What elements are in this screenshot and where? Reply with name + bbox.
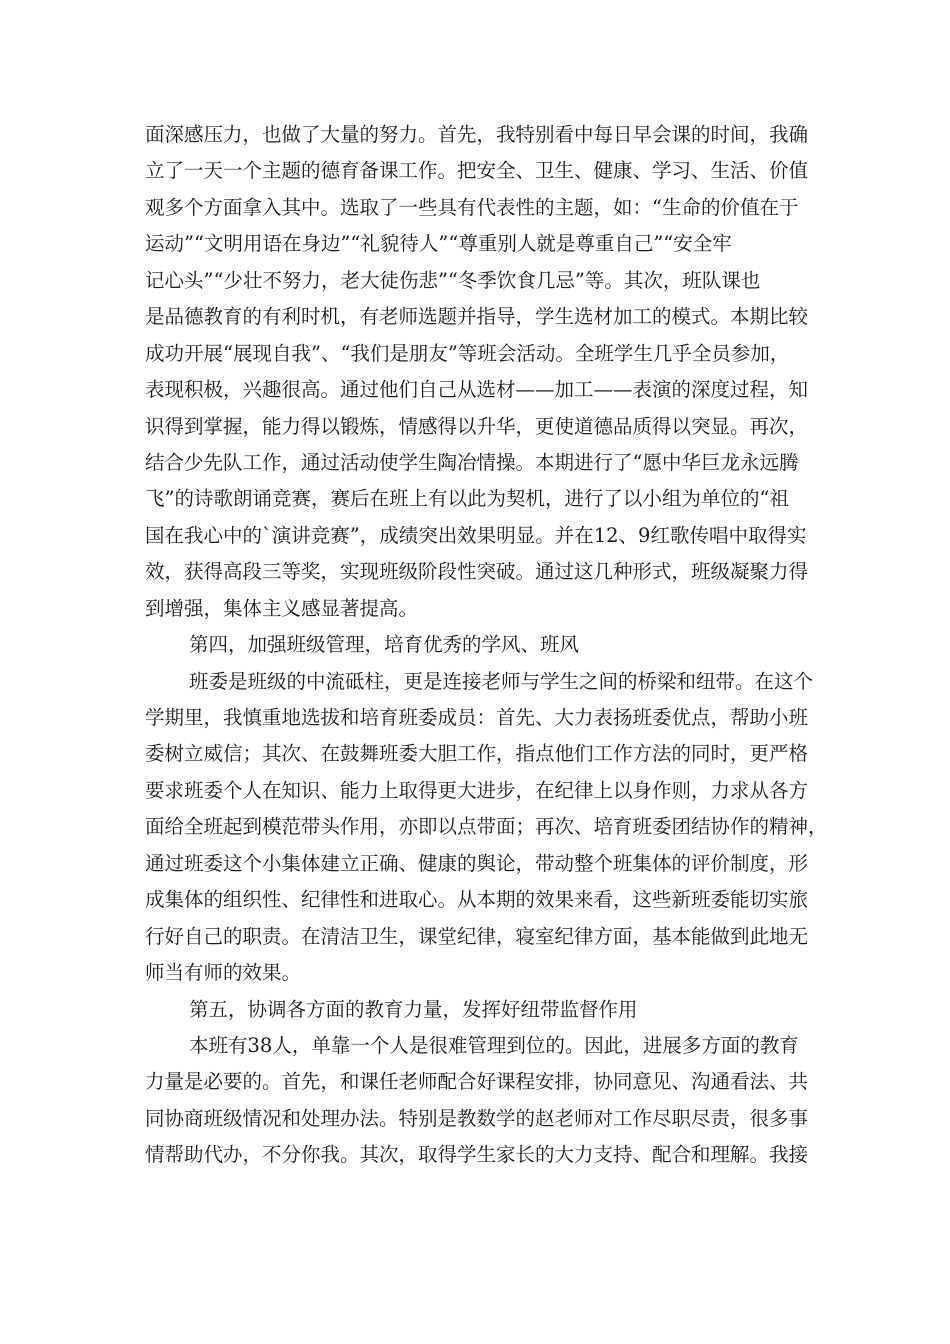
paragraph-line: 成功开展“展现自我”、“我们是朋友”等班会活动。全班学生几乎全员参加， bbox=[145, 341, 790, 365]
paragraph-line: 情帮助代办，不分你我。其次，取得学生家长的大力支持、配合和理解。我接 bbox=[145, 1143, 809, 1167]
paragraph-line: 立了一天一个主题的德育备课工作。把安全、卫生、健康、学习、生活、价值 bbox=[145, 159, 809, 183]
paragraph-line: 通过班委这个小集体建立正确、健康的舆论，带动整个班集体的评价制度，形 bbox=[145, 851, 809, 875]
paragraph-line: 到增强，集体主义感显著提高。 bbox=[145, 596, 419, 620]
paragraph-line: 效，获得高段三等奖，实现班级阶段性突破。通过这几种形式，班级凝聚力得 bbox=[145, 560, 809, 584]
paragraph-line: 要求班委个人在知识、能力上取得更大进步，在纪律上以身作则，力求从各方 bbox=[145, 778, 809, 802]
section-heading-4: 第四，加强班级管理，培育优秀的学风、班风 bbox=[189, 633, 580, 657]
paragraph-line: 飞”的诗歌朗诵竞赛，赛后在班上有以此为契机，进行了以小组为单位的“祖 bbox=[145, 487, 789, 511]
paragraph-line: 记心头”“少壮不努力，老大徒伤悲”“冬季饮食几忌”等。其次，班队课也 bbox=[145, 268, 761, 292]
paragraph-line: 本班有38人，单靠一个人是很难管理到位的。因此，进展多方面的教育 bbox=[189, 1033, 799, 1057]
paragraph-line: 国在我心中的`演讲竞赛”，成绩突出效果明显。并在12、9红歌传唱中取得实 bbox=[145, 523, 807, 547]
paragraph-line: 师当有师的效果。 bbox=[145, 961, 302, 985]
paragraph-line: 识得到掌握，能力得以锻炼，情感得以升华，更使道德品质得以突显。再次， bbox=[145, 414, 809, 438]
paragraph-line: 力量是必要的。首先，和课任老师配合好课程安排，协同意见、沟通看法、共 bbox=[145, 1070, 809, 1094]
paragraph-line: 面深感压力，也做了大量的努力。首先，我特别看中每日早会课的时间，我确 bbox=[145, 123, 809, 146]
paragraph-line: 成集体的组织性、纪律性和进取心。从本期的效果来看，这些新班委能切实旅 bbox=[145, 888, 809, 912]
paragraph-line: 表现积极，兴趣很高。通过他们自己从选材——加工——表演的深度过程，知 bbox=[145, 378, 809, 402]
paragraph-line: 同协商班级情况和处理办法。特别是教数学的赵老师对工作尽职尽责，很多事 bbox=[145, 1106, 809, 1130]
section-heading-5: 第五，协调各方面的教育力量，发挥好纽带监督作用 bbox=[189, 997, 638, 1021]
paragraph-line: 面给全班起到模范带头作用，亦即以点带面；再次、培育班委团结协作的精神， bbox=[145, 815, 828, 839]
paragraph-line: 行好自己的职责。在清洁卫生，课堂纪律，寝室纪律方面，基本能做到此地无 bbox=[145, 924, 809, 948]
paragraph-line: 观多个方面拿入其中。选取了一些具有代表性的主题，如：“生命的价值在于 bbox=[145, 195, 799, 219]
paragraph-line: 结合少先队工作，通过活动使学生陶冶情操。本期进行了“愿中华巨龙永远腾 bbox=[145, 450, 799, 474]
paragraph-line: 学期里，我慎重地选拔和培育班委成员：首先、大力表扬班委优点，帮助小班 bbox=[145, 706, 809, 729]
document-body bbox=[145, 117, 828, 1174]
paragraph-line: 运动”“文明用语在身边”“礼貌待人”“尊重别人就是尊重自己”“安全牢 bbox=[145, 232, 732, 256]
paragraph-line: 委树立威信；其次、在鼓舞班委大胆工作，指点他们工作方法的同时，更严格 bbox=[145, 742, 809, 766]
paragraph-line: 班委是班级的中流砥柱，更是连接老师与学生之间的桥梁和纽带。在这个 bbox=[189, 669, 814, 693]
paragraph-line: 是品德教育的有利时机，有老师选题并指导，学生选材加工的模式。本期比较 bbox=[145, 305, 809, 329]
